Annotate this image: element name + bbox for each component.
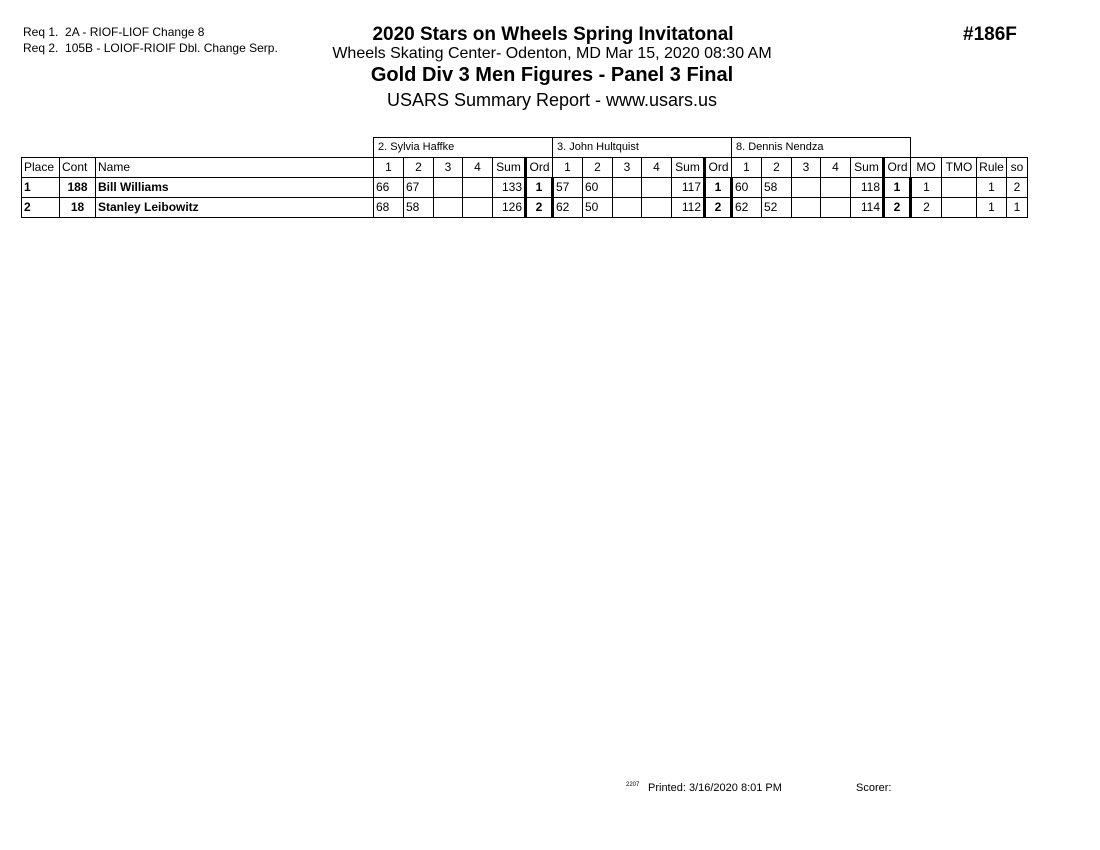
score-cell	[434, 197, 463, 217]
col-score-2: 2	[583, 157, 613, 177]
report-title: USARS Summary Report - www.usars.us	[386, 90, 718, 110]
cont-cell: 188	[60, 177, 96, 197]
printed-timestamp: Printed: 3/16/2020 8:01 PM	[648, 782, 782, 794]
score-cell: 67	[404, 177, 434, 197]
col-sum: Sum	[851, 157, 884, 177]
score-cell: 66	[374, 177, 404, 197]
score-cell	[463, 197, 493, 217]
score-cell: 62	[553, 197, 583, 217]
score-cell: 68	[374, 197, 404, 217]
mo-cell: 2	[911, 197, 942, 217]
score-cell: 50	[583, 197, 613, 217]
score-cell	[792, 197, 821, 217]
score-cell	[642, 177, 672, 197]
judge-header-row	[22, 138, 1028, 158]
place-cell: 1	[22, 177, 60, 197]
score-cell: 52	[762, 197, 792, 217]
event-title: Gold Div 3 Men Figures - Panel 3 Final	[370, 64, 734, 86]
col-score-2: 2	[404, 157, 434, 177]
event-number: #186F	[963, 24, 1017, 45]
col-score-3: 3	[613, 157, 642, 177]
score-cell: 60	[732, 177, 762, 197]
judge-1-name: 2. Sylvia Haffke	[374, 138, 553, 158]
skater-name: Bill Williams	[96, 177, 374, 197]
scorer-label: Scorer:	[856, 782, 892, 794]
score-cell: 57	[553, 177, 583, 197]
sum-cell: 118	[851, 177, 884, 197]
sum-cell: 117	[672, 177, 705, 197]
venue-date: Wheels Skating Center- Odenton, MD Mar 15, 2020 08:30 AM	[332, 45, 772, 62]
sum-cell: 133	[493, 177, 526, 197]
col-mo: MO	[911, 157, 942, 177]
print-code: 2207	[626, 782, 640, 788]
ord-cell: 1	[526, 177, 553, 197]
col-score-1: 1	[553, 157, 583, 177]
place-cell: 2	[22, 197, 60, 217]
sum-cell: 114	[851, 197, 884, 217]
col-score-3: 3	[434, 157, 463, 177]
so-cell: 1	[1007, 197, 1028, 217]
score-cell	[434, 177, 463, 197]
score-cell: 58	[404, 197, 434, 217]
score-cell	[613, 197, 642, 217]
requirement-label: Req 1.	[23, 25, 59, 39]
tmo-cell	[942, 177, 977, 197]
col-sum: Sum	[672, 157, 705, 177]
results-table	[21, 137, 1028, 218]
cont-cell: 18	[60, 197, 96, 217]
col-score-4: 4	[821, 157, 851, 177]
ord-cell: 2	[884, 197, 911, 217]
col-score-4: 4	[463, 157, 493, 177]
table-row	[22, 197, 1028, 217]
score-cell	[821, 197, 851, 217]
col-score-1: 1	[732, 157, 762, 177]
col-ord: Ord	[526, 157, 553, 177]
column-header-row	[22, 157, 1028, 177]
table-row	[22, 177, 1028, 197]
ord-cell: 2	[526, 197, 553, 217]
tmo-cell	[942, 197, 977, 217]
mo-cell: 1	[911, 177, 942, 197]
score-cell	[463, 177, 493, 197]
requirement-2	[23, 41, 278, 56]
ord-cell: 1	[705, 177, 732, 197]
rule-cell: 1	[977, 197, 1007, 217]
competition-title: 2020 Stars on Wheels Spring Invitatonal	[372, 24, 734, 45]
col-name: Name	[96, 157, 374, 177]
score-cell: 58	[762, 177, 792, 197]
rule-cell: 1	[977, 177, 1007, 197]
requirement-label: Req 2.	[23, 41, 59, 55]
requirement-1	[23, 25, 204, 40]
ord-cell: 1	[884, 177, 911, 197]
col-score-1: 1	[374, 157, 404, 177]
judge-3-name: 8. Dennis Nendza	[732, 138, 911, 158]
col-score-2: 2	[762, 157, 792, 177]
score-cell	[642, 197, 672, 217]
col-cont: Cont	[60, 157, 96, 177]
col-ord: Ord	[705, 157, 732, 177]
requirement-text: 2A - RIOF-LIOF Change 8	[65, 25, 205, 39]
skater-name: Stanley Leibowitz	[96, 197, 374, 217]
score-cell	[821, 177, 851, 197]
col-score-3: 3	[792, 157, 821, 177]
col-so: so	[1007, 157, 1028, 177]
col-rule: Rule	[977, 157, 1007, 177]
col-sum: Sum	[493, 157, 526, 177]
requirement-text: 105B - LOIOF-RIOIF Dbl. Change Serp.	[65, 41, 278, 55]
score-cell: 60	[583, 177, 613, 197]
ord-cell: 2	[705, 197, 732, 217]
score-cell	[613, 177, 642, 197]
sum-cell: 112	[672, 197, 705, 217]
judge-2-name: 3. John Hultquist	[553, 138, 732, 158]
col-tmo: TMO	[942, 157, 977, 177]
score-cell	[792, 177, 821, 197]
col-score-4: 4	[642, 157, 672, 177]
col-ord: Ord	[884, 157, 911, 177]
score-cell: 62	[732, 197, 762, 217]
sum-cell: 126	[493, 197, 526, 217]
col-place: Place	[22, 157, 60, 177]
so-cell: 2	[1007, 177, 1028, 197]
